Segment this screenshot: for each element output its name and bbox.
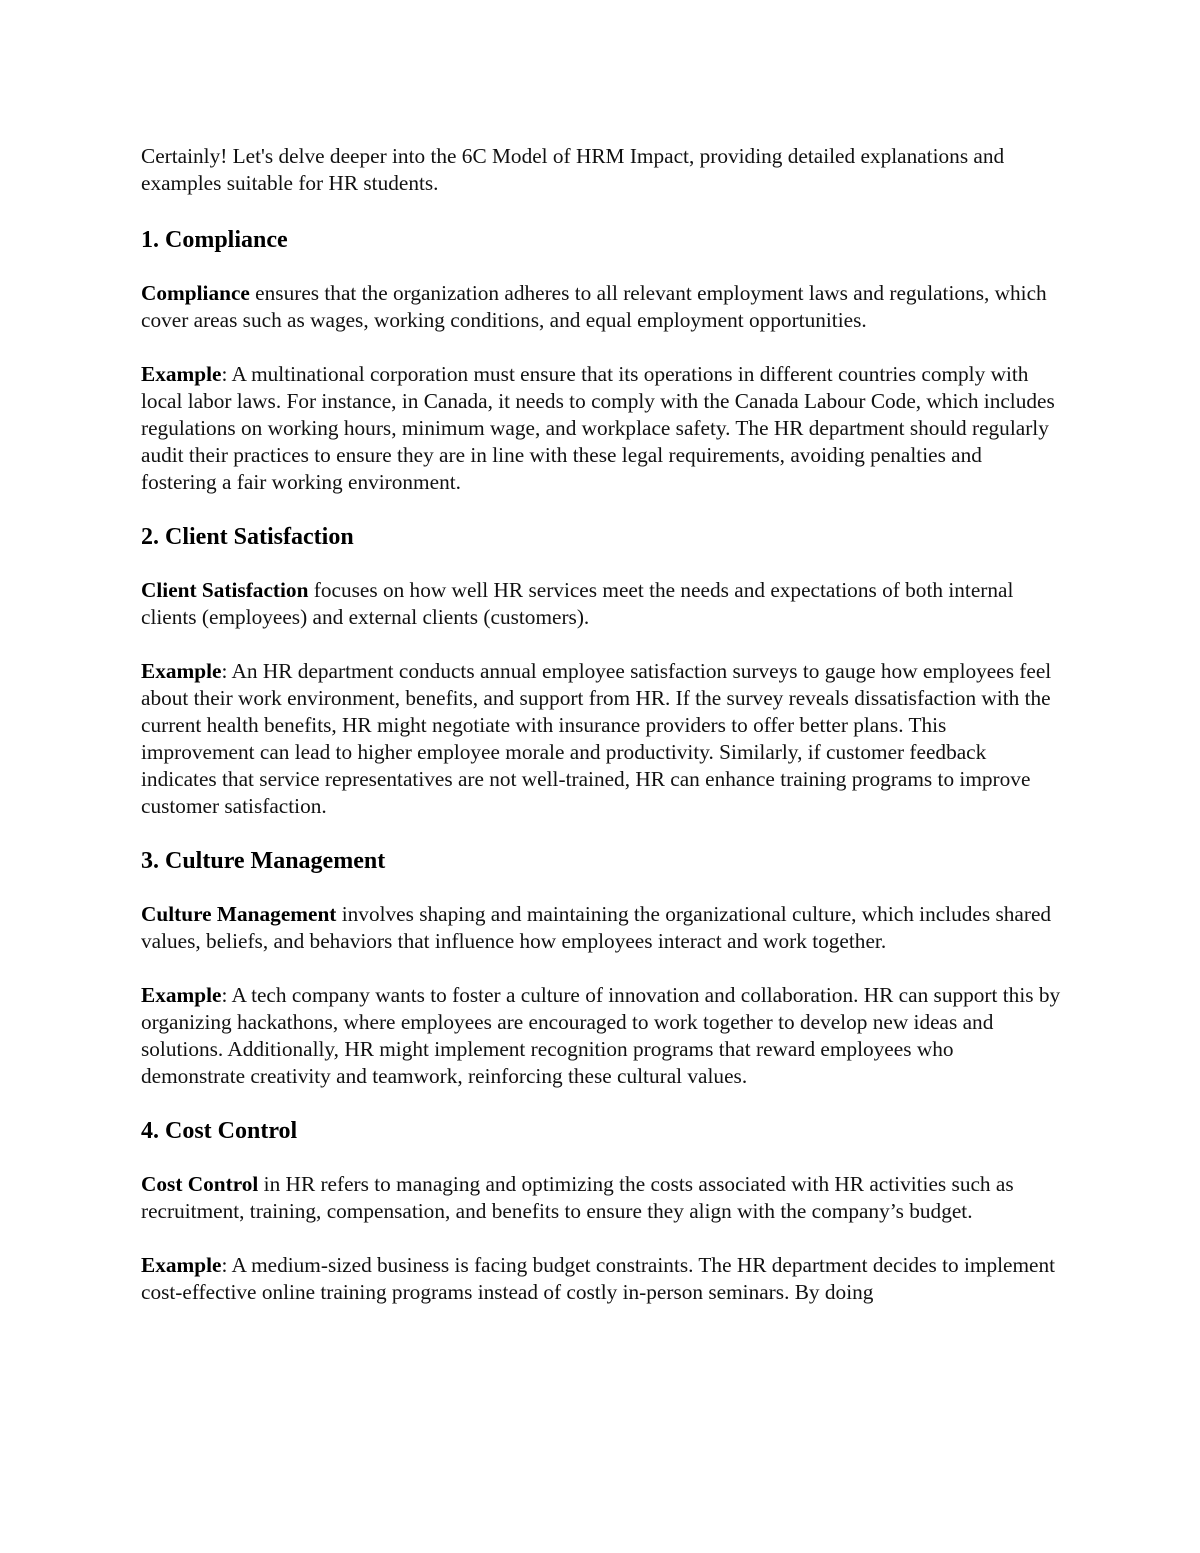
section-heading-client-satisfaction: 2. Client Satisfaction — [141, 524, 354, 550]
definition-term: Client Satisfaction — [141, 578, 309, 602]
document-body — [141, 143, 1061, 1333]
definition-text: ensures that the organization adheres to all relevant employment laws and regulations, which cover areas such as wages, working conditions, and equal employment opportunities. — [141, 281, 1047, 332]
example-label: Example — [141, 362, 222, 386]
definition-paragraph-compliance — [141, 280, 1061, 334]
definition-term: Compliance — [141, 281, 250, 305]
example-text: : An HR department conducts annual employee satisfaction surveys to gauge how employees feel about their work environment, benefits, and support from HR. If the survey reveals dissatisfaction with the current health benefits, HR might negotiate with insurance providers to offer better plans. This improvement can lead to higher employee morale and productivity. Similarly, if customer feedback indicates that service representatives are not well-trained, HR can enhance training programs to improve customer satisfaction. — [141, 659, 1052, 818]
definition-text: involves shaping and maintaining the organizational culture, which includes shared values, beliefs, and behaviors that influence how employees interact and work together. — [141, 902, 1052, 953]
section-heading-compliance: 1. Compliance — [141, 227, 288, 253]
example-paragraph-compliance — [141, 361, 1061, 496]
example-paragraph-culture-management — [141, 982, 1061, 1090]
example-label: Example — [141, 659, 222, 683]
example-paragraph-cost-control — [141, 1252, 1061, 1306]
definition-term: Culture Management — [141, 902, 337, 926]
section-heading-culture-management: 3. Culture Management — [141, 848, 386, 874]
example-paragraph-client-satisfaction — [141, 658, 1061, 820]
definition-text: focuses on how well HR services meet the needs and expectations of both internal clients (employees) and external clients (customers). — [141, 578, 1014, 629]
definition-paragraph-cost-control — [141, 1171, 1061, 1225]
example-label: Example — [141, 1253, 222, 1277]
intro-paragraph: Certainly! Let's delve deeper into the 6C Model of HRM Impact, providing detailed explanations and examples suitable for HR students. — [141, 144, 1005, 195]
definition-paragraph-client-satisfaction — [141, 577, 1061, 631]
definition-term: Cost Control — [141, 1172, 259, 1196]
example-label: Example — [141, 983, 222, 1007]
section-heading-cost-control: 4. Cost Control — [141, 1118, 298, 1144]
example-text: : A tech company wants to foster a culture of innovation and collaboration. HR can support this by organizing hackathons, where employees are encouraged to work together to develop new ideas and solutions. Additionally, HR might implement recognition programs that reward employees who demonstrate creativity and teamwork, reinforcing these cultural values. — [141, 983, 1061, 1088]
example-text: : A multinational corporation must ensure that its operations in different countries comply with local labor laws. For instance, in Canada, it needs to comply with the Canada Labour Code, which includes regulations on working hours, minimum wage, and workplace safety. The HR department should regularly audit their practices to ensure they are in line with these legal requirements, avoiding penalties and fostering a fair working environment. — [141, 362, 1055, 494]
example-text: : A medium-sized business is facing budget constraints. The HR department decides to implement cost-effective online training programs instead of costly in-person seminars. By doing — [141, 1253, 1056, 1304]
definition-paragraph-culture-management — [141, 901, 1061, 955]
definition-text: in HR refers to managing and optimizing the costs associated with HR activities such as recruitment, training, compensation, and benefits to ensure they align with the company’s budget. — [141, 1172, 1014, 1223]
